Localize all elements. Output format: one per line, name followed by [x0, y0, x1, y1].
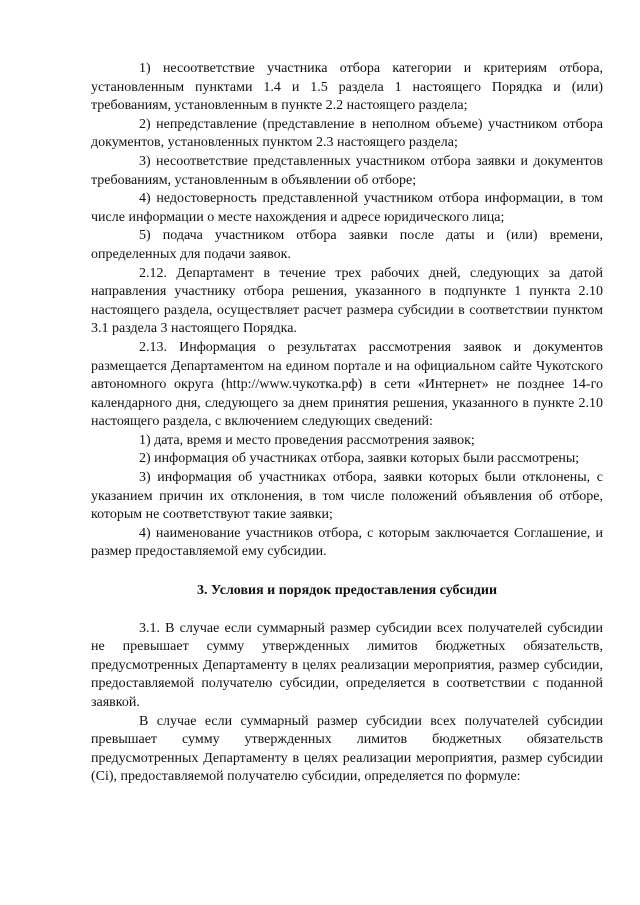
paragraph-2-13: 2.13. Информация о результатах рассмотрения заявок и документов размещается Департаментом на едином портале и на официальном сайте Чукотского автономного округа (http://www.чукотка.рф) в сети «Интернет» не позднее 14-го календарного дня, следующего за днем принятия решения, указанного в пункте 2.10 настоящего раздела, с включением следующих сведений:	[91, 339, 603, 430]
spacer	[91, 562, 603, 582]
paragraph-rejection-3: 3) несоответствие представленных участником отбора заявки и документов требованиям, установленным в объявлении об отборе;	[91, 153, 603, 188]
paragraph-info-4: 4) наименование участников отбора, с которым заключается Соглашение, и размер предоставляемой ему субсидии.	[91, 525, 603, 560]
paragraph-2-12: 2.12. Департамент в течение трех рабочих дней, следующих за датой направления участнику отбора решения, указанного в подпункте 1 пункта 2.10 настоящего раздела, осуществляет расчет размера субсидии в соответствии пунктом 3.1 раздела 3 настоящего Порядка.	[91, 265, 603, 337]
section-heading: 3. Условия и порядок предоставления субсидии	[196, 583, 498, 599]
paragraph-info-3: 3) информация об участниках отбора, заявки которых были отклонены, с указанием причин их отклонения, в том числе положений объявления об отборе, которым не соответствуют такие заявки;	[91, 470, 603, 523]
paragraph-rejection-2: 2) непредставление (представление в неполном объеме) участником отбора документов, установленных пунктом 2.3 настоящего раздела;	[91, 116, 603, 151]
paragraph-rejection-4: 4) недостоверность представленной участником отбора информации, в том числе информации о месте нахождения и адресе юридического лица;	[91, 191, 603, 225]
paragraph-3-1: 3.1. В случае если суммарный размер субсидии всех получателей субсидии не превышает сумму утвержденных лимитов бюджетных обязательств, предусмотренных Департаменту в целях реализации мероприятия, размер субсидии, предоставляемой получателю субсидии, определяется в соответствии с поданной заявкой.	[91, 620, 603, 710]
paragraph-info-2: 2) информация об участниках отбора, заявки которых были рассмотрены;	[139, 451, 580, 467]
paragraph-info-1: 1) дата, время и место проведения рассмотрения заявок;	[139, 432, 475, 448]
document-page	[91, 60, 603, 787]
paragraph-rejection-1: 1) несоответствие участника отбора категории и критериям отбора, установленным пунктами 1.4 и 1.5 раздела 1 настоящего Порядка и (или) требованиям, установленным в пункте 2.2 настоящего раздела;	[91, 61, 603, 114]
paragraph-3-1-formula-intro: В случае если суммарный размер субсидии всех получателей субсидии превышает сумму утвержденных лимитов бюджетных обязательств предусмотренных Департаменту в целях реализации мероприятия, размер субсидии (Ci), предоставляемой получателю субсидии, определяется по формуле:	[91, 713, 603, 785]
spacer	[91, 601, 603, 620]
paragraph-rejection-5: 5) подача участником отбора заявки после даты и (или) времени, определенных для подачи заявок.	[91, 228, 603, 262]
